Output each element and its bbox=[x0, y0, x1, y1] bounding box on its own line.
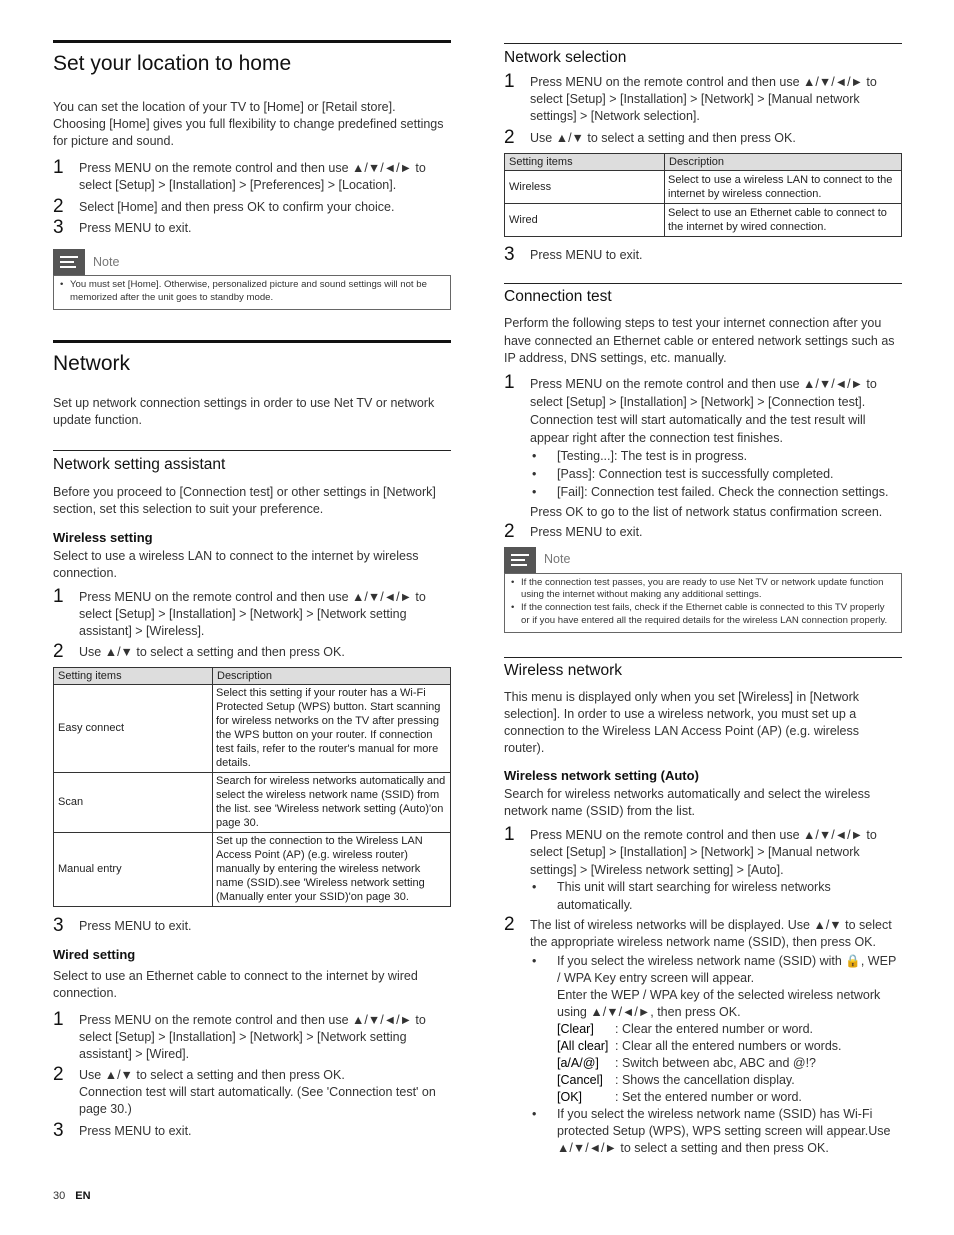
note-label: Note bbox=[93, 254, 120, 269]
auto-title: Wireless network setting (Auto) bbox=[504, 767, 699, 783]
table-row: Scan Search for wireless networks automatically and select the wireless network name (SSID) from the list. see 'Wireless network setting (Auto)'on page 30. bbox=[54, 772, 451, 832]
location-note bbox=[53, 249, 451, 310]
wireless-setting-title: Wireless setting bbox=[53, 529, 153, 545]
key-row: [All clear] : Clear all the entered numbers or words. bbox=[557, 1039, 842, 1054]
location-step-1: 1 Press MENU on the remote control and then use ▲/▼/◄/► to select [Setup] > [Installation] > [Preferences] > [Location]. bbox=[53, 157, 426, 192]
test-intro: Perform the following steps to test your internet connection after you have connected an Ethernet cable or entered network settings such as IP address, DNS settings, etc. manually. bbox=[504, 316, 895, 365]
language-label: EN bbox=[75, 1190, 91, 1202]
auto-step-2: 2 The list of wireless networks will be displayed. Use ▲/▼ to select the appropriate wireless network name (SSID), then press OK. • If you select the wireless network name (SSID) with 🔒, WEP / WPA Key entry screen will appear. Enter the WEP / WPA key of the selected wireless network using ▲/▼/◄/►, then press OK. [Clear] : Clear the entered number or word. [All clear] : Clear all the entered numbers or words. [a/A/@] : Switch between abc, ABC and @!? [Cancel] : Shows the cancellation display. [OK] : Set the entered number or word. • If you select the wireless network name (SSID) has Wi-Fi protected Setup (WPS), WPS setting screen will appear.Use ▲/▼/◄/► to select a setting and then press OK. bbox=[504, 917, 902, 1157]
network-title: Network bbox=[53, 351, 131, 375]
page-number: 30 bbox=[53, 1190, 66, 1202]
table-row: Wired Select to use an Ethernet cable to connect to the internet by wired connection. bbox=[505, 204, 902, 237]
test-note bbox=[504, 547, 902, 633]
wireless-setting-intro: Select to use a wireless LAN to connect to the internet by wireless connection. bbox=[53, 548, 419, 580]
note-icon bbox=[504, 547, 536, 573]
note-box bbox=[504, 573, 902, 633]
wireless-network-title: Wireless network bbox=[504, 661, 622, 679]
table-header: Setting items bbox=[54, 667, 213, 684]
note-item: • If the connection test passes, you are ready to use Net TV or network update function using the internet without making any additional settings. bbox=[511, 577, 895, 603]
selection-step-3: 3 Press MENU to exit. bbox=[504, 244, 643, 265]
page-footer bbox=[53, 1188, 91, 1205]
selection-step-1: 1 Press MENU on the remote control and then use ▲/▼/◄/► to select [Setup] > [Installation] > [Network] > [Manual network settings] > [Network selection]. bbox=[504, 71, 877, 123]
test-result: • [Fail]: Connection test failed. Check the connection settings. bbox=[530, 483, 902, 501]
test-result: • [Testing...]: The test is in progress. bbox=[530, 447, 902, 465]
wired-setting-intro: Select to use an Ethernet cable to connect to the internet by wired connection. bbox=[53, 968, 418, 1000]
note-item: • If the connection test fails, check if the Ethernet cable is connected to this TV properly or if you have entered all the required details for the wireless LAN connection properly. bbox=[511, 602, 895, 628]
selection-table bbox=[504, 153, 902, 237]
table-row: Easy connect Select this setting if your router has a Wi-Fi Protected Setup (WPS) button. Start scanning for wireless networks on the TV after pressing the WPS button on your router. If connection test fails, refer to the router's manual for more details. bbox=[54, 684, 451, 772]
key-row: [a/A/@] : Switch between abc, ABC and @!? bbox=[557, 1056, 816, 1071]
wired-step-1: 1 Press MENU on the remote control and then use ▲/▼/◄/► to select [Setup] > [Installation] > [Network] > [Network setting assistant] > [Wired]. bbox=[53, 1008, 426, 1061]
location-intro: You can set the location of your TV to [Home] or [Retail store]. Choosing [Home] gives you full flexibility to change predefined settings for picture and sound. bbox=[53, 100, 444, 148]
network-intro: Set up network connection settings in order to use Net TV or network update function. bbox=[53, 395, 435, 427]
note-box bbox=[53, 275, 451, 310]
location-step-2: 2 Select [Home] and then press OK to confirm your choice. bbox=[53, 196, 395, 217]
key-row: [Cancel] : Shows the cancellation display. bbox=[557, 1073, 795, 1088]
wired-step-3: 3 Press MENU to exit. bbox=[53, 1119, 192, 1141]
section-rule bbox=[53, 40, 451, 43]
section-rule bbox=[504, 283, 902, 284]
wireless-settings-table bbox=[53, 667, 451, 907]
section-rule bbox=[504, 43, 902, 44]
section-rule bbox=[53, 450, 451, 451]
key-row: [OK] : Set the entered number or word. bbox=[557, 1090, 802, 1105]
table-header: Setting items bbox=[505, 154, 665, 171]
key-row: [Clear] : Clear the entered number or word. bbox=[557, 1022, 814, 1037]
auto-intro: Search for wireless networks automatically and select the wireless network name (SSID) from the list. bbox=[504, 786, 871, 818]
wireless-step-1: 1 Press MENU on the remote control and then use ▲/▼/◄/► to select [Setup] > [Installation] > [Network] > [Network setting assistant] > [Wireless]. bbox=[53, 585, 426, 638]
test-step-2: 2 Press MENU to exit. bbox=[504, 520, 643, 542]
wireless-step-3: 3 Press MENU to exit. bbox=[53, 914, 192, 936]
wired-setting-title: Wired setting bbox=[53, 946, 136, 962]
test-title: Connection test bbox=[504, 288, 612, 305]
table-row: Wireless Select to use a wireless LAN to connect to the internet by wireless connection. bbox=[505, 171, 902, 204]
table-row: Manual entry Set up the connection to the Wireless LAN Access Point (AP) (e.g. wireless router) manually by entering the wireless network name (SSID).see 'Wireless network setting (Manually enter your SSID)'on page 30. bbox=[54, 832, 451, 906]
assistant-title: Network setting assistant bbox=[53, 455, 226, 473]
auto-step-1: 1 Press MENU on the remote control and then use ▲/▼/◄/► to select [Setup] > [Installation] > [Network] > [Manual network settings] > [Wireless network setting] > [Auto]. • This unit will start searching for wireless networks automatically. bbox=[504, 827, 902, 915]
location-title: Set your location to home bbox=[53, 52, 292, 75]
test-result: • [Pass]: Connection test is successfully completed. bbox=[530, 465, 902, 483]
right-column bbox=[504, 43, 902, 1157]
section-rule bbox=[53, 340, 451, 343]
section-rule bbox=[504, 657, 902, 658]
wired-step-2: 2 Use ▲/▼ to select a setting and then press OK. Connection test will start automatically. (See 'Connection test' on page 30.) bbox=[53, 1063, 436, 1116]
test-step-1: 1 Press MENU on the remote control and then use ▲/▼/◄/► to select [Setup] > [Installation] > [Network] > [Connection test]. Connection test will start automatically and the test result will appear right after the connection test finishes. • [Testing...]: The test is in progress. • [Pass]: Connection test is successfully completed. • [Fail]: Connection test failed. Check the connection settings. Press OK to go to the list of network status confirmation screen. bbox=[504, 375, 902, 521]
location-step-3: 3 Press MENU to exit. bbox=[53, 217, 192, 238]
note-item: • You must set [Home]. Otherwise, personalized picture and sound settings will not be memorized after the unit goes to standby mode. bbox=[60, 279, 444, 305]
wireless-step-2: 2 Use ▲/▼ to select a setting and then press OK. bbox=[53, 640, 345, 662]
table-header: Description bbox=[665, 154, 902, 171]
selection-title: Network selection bbox=[504, 49, 627, 66]
note-icon bbox=[53, 249, 85, 275]
table-header: Description bbox=[213, 667, 451, 684]
note-label: Note bbox=[544, 552, 571, 566]
left-column bbox=[53, 40, 451, 1140]
selection-step-2: 2 Use ▲/▼ to select a setting and then press OK. bbox=[504, 127, 796, 148]
assistant-intro: Before you proceed to [Connection test] or other settings in [Network] section, set this selection to suit your preference. bbox=[53, 484, 436, 516]
wireless-network-intro: This menu is displayed only when you set [Wireless] in [Network selection]. In order to use a wireless network, you must set up a connection to the Wireless LAN Access Point (AP) (e.g. wireless router). bbox=[504, 689, 860, 755]
